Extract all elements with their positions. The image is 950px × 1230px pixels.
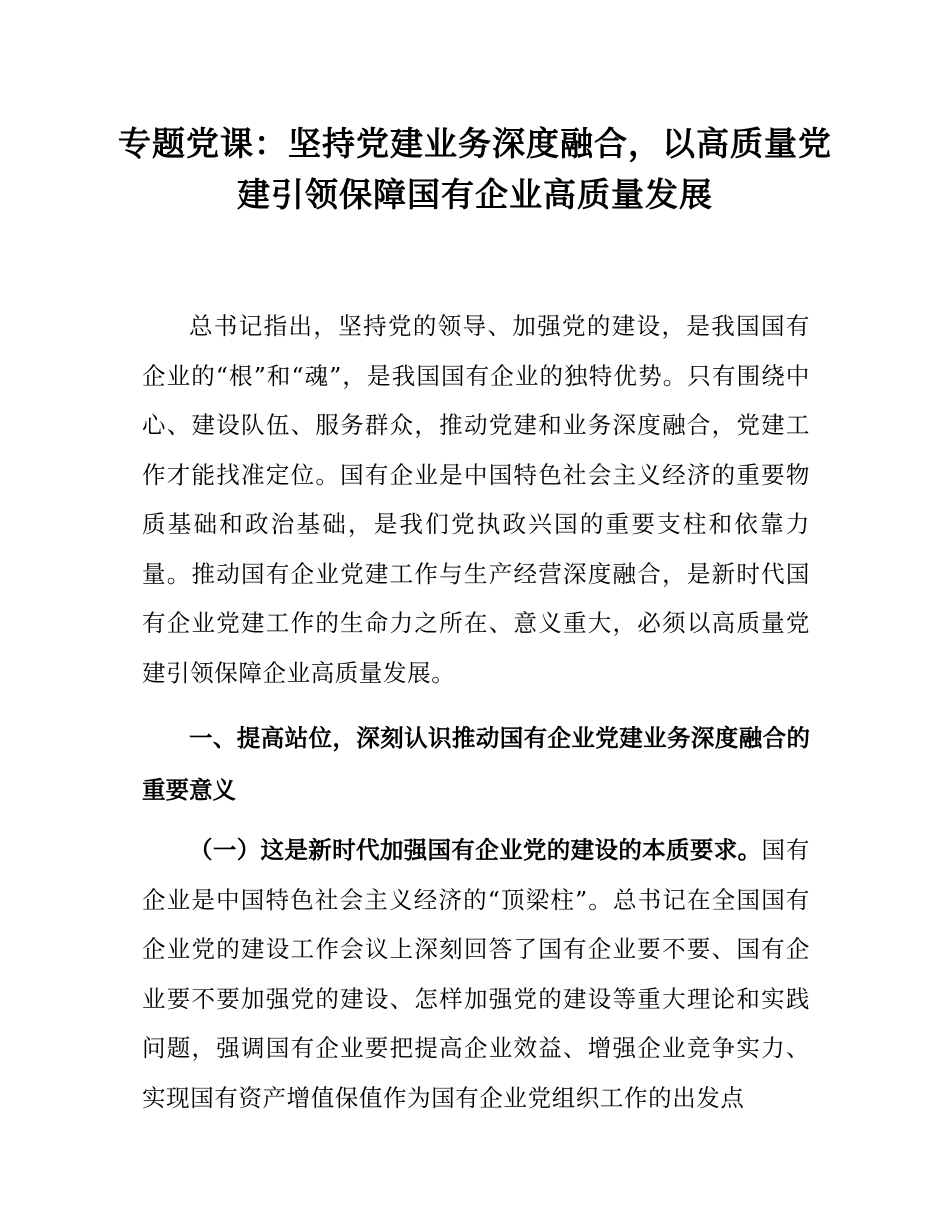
subsection-lead-heading: （一）这是新时代加强国有企业党的建设的本质要求。 (189, 836, 762, 864)
intro-paragraph: 总书记指出，坚持党的领导、加强党的建设，是我国国有企业的“根”和“魂”，是我国国有企业的独特优势。只有围绕中心、建设队伍、服务群众，推动党建和业务深度融合，党建工作才能找准定位。国有企业是中国特色社会主义经济的重要物质基础和政治基础，是我们党执政兴国的重要支柱和依靠力量。推动国有企业党建工作与生产经营深度融合，是新时代国有企业党建工作的生命力之所在、意义重大，必须以高质量党建引领保障企业高质量发展。 (142, 312, 810, 687)
subsection-body-text: 国有企业是中国特色社会主义经济的“顶梁柱”。总书记在全国国有企业党的建设工作会议上深刻回答了国有企业要不要、国有企业要不要加强党的建设、怎样加强党的建设等重大理论和实践问题，强调国有企业要把提高企业效益、增强企业竞争实力、实现国有资产增值保值作为国有企业党组织工作的出发点 (142, 836, 811, 1112)
section-heading-1: 一、提高站位，深刻认识推动国有企业党建业务深度融合的重要意义 (142, 724, 810, 804)
subsection-paragraph-1 (142, 826, 810, 1123)
document-title: 专题党课：坚持党建业务深度融合，以高质量党建引领保障国有企业高质量发展 (118, 124, 832, 214)
